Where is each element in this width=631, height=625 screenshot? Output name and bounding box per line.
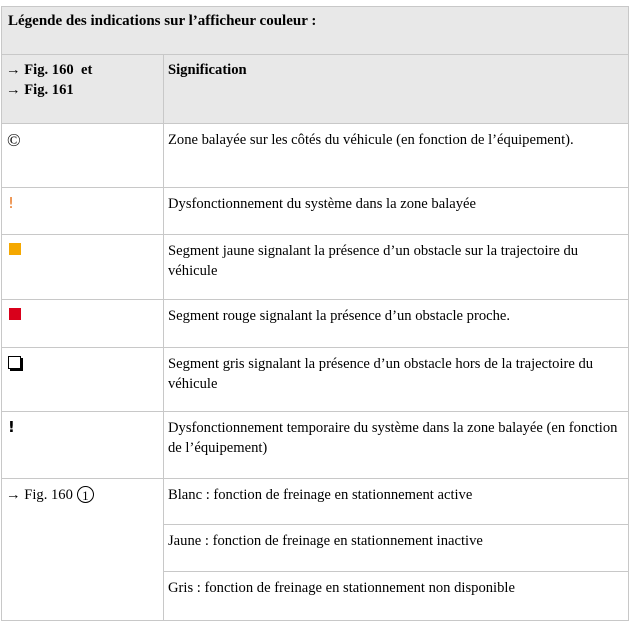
gray-shadow-square-icon: [8, 356, 21, 369]
group-item: Jaune : fonction de freinage en stationnement inactive: [164, 525, 628, 572]
group-item: Blanc : fonction de freinage en stationnement active: [164, 479, 628, 525]
table-row: [2, 348, 628, 412]
table-row: [2, 188, 628, 235]
table-row: [2, 235, 628, 300]
header-signification: Signification: [168, 62, 247, 78]
header-fig-ref-line2: → Fig. 161: [6, 82, 74, 98]
symbol-cell: [2, 235, 164, 299]
description-cell: Zone balayée sur les côtés du véhicule (en fonction de l’équipement).: [168, 132, 574, 148]
description-cell: Dysfonctionnement temporaire du système dans la zone balayée (en fonction de l’équipement): [168, 420, 618, 456]
table-header-row: [2, 55, 628, 124]
header-fig-ref: [2, 55, 164, 123]
header-fig-ref-line1: → Fig. 160 et: [6, 62, 93, 78]
table-row: [2, 412, 628, 479]
group-item: Gris : fonction de freinage en stationnement non disponible: [168, 580, 515, 596]
copyright-circle-icon: ©: [7, 130, 21, 150]
symbol-cell: [2, 300, 164, 347]
black-exclamation-icon: !: [8, 418, 15, 436]
description-cell: Dysfonctionnement du système dans la zone balayée: [168, 196, 476, 212]
description-cell: Segment gris signalant la présence d’un obstacle hors de la trajectoire du véhicule: [168, 356, 594, 392]
circled-number-icon: 1: [77, 486, 94, 503]
table-title: [2, 7, 628, 55]
table-row: [2, 300, 628, 348]
group-fig-ref-cell: [2, 479, 164, 620]
table-row-group: [2, 479, 628, 620]
description-cell: Segment jaune signalant la présence d’un obstacle sur la trajectoire du véhicule: [168, 243, 579, 279]
symbol-cell: [2, 124, 164, 187]
yellow-square-icon: [9, 243, 21, 255]
symbol-cell: [2, 188, 164, 234]
table-title-text: Légende des indications sur l’afficheur couleur :: [8, 13, 317, 29]
group-items: [164, 479, 628, 620]
symbol-cell: [2, 412, 164, 478]
group-fig-ref: → Fig. 160: [6, 487, 73, 503]
red-square-icon: [9, 308, 21, 320]
legend-table: [1, 6, 629, 621]
table-row: [2, 124, 628, 188]
orange-exclamation-icon: !: [8, 194, 15, 212]
symbol-cell: [2, 348, 164, 411]
description-cell: Segment rouge signalant la présence d’un obstacle proche.: [168, 308, 511, 324]
